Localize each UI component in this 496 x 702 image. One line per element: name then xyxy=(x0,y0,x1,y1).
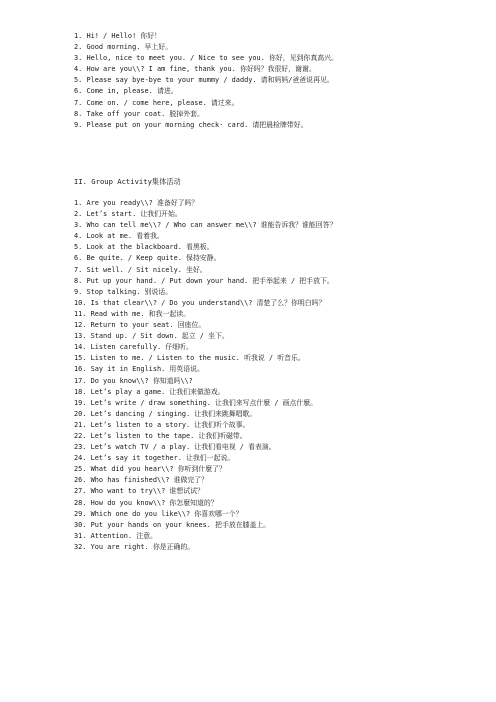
greetings-list xyxy=(74,31,484,131)
list-item: 3. Who can tell me\\? / Who can answer me\\? 谁能告诉我？谁能回答？ xyxy=(74,221,337,230)
list-item: 13. Stand up. / Sit down. 起立 / 坐下。 xyxy=(74,332,229,341)
list-item: 8. Put up your hand. / Put down your hand. 把手举起来 / 把手放下。 xyxy=(74,276,334,285)
list-item: 30. Put your hands on your knees. 把手放在膝盖上。 xyxy=(74,520,271,529)
list-item: 16. Say it in English. 用英语说。 xyxy=(74,365,204,374)
list-item: 22. Let’s listen to the tape. 让我们听磁带。 xyxy=(74,431,247,440)
list-item: 26. Who has finished\\? 谁做完了？ xyxy=(74,476,209,485)
list-item: 10. Is that clear\\? / Do you understand\\? 清楚了么？你明白吗？ xyxy=(74,298,326,307)
list-item: 6. Be quite. / Keep quite. 保持安静。 xyxy=(74,254,221,263)
list-item: 2. Good morning. 早上好。 xyxy=(74,43,173,52)
list-item: 31. Attention. 注意。 xyxy=(74,531,157,540)
list-item: 25. What did you hear\\? 你听到什麼了？ xyxy=(74,465,226,474)
list-item: 5. Look at the blackboard. 看黑板。 xyxy=(74,243,214,252)
list-item: 3. Hello, nice to meet you. / Nice to see you. 你好，见到你真高兴。 xyxy=(74,54,338,63)
list-item: 8. Take off your coat. 脱掉外套。 xyxy=(74,109,204,118)
list-item: 20. Let’s dancing / singing. 让我们来跳舞唱歌。 xyxy=(74,409,257,418)
list-item: 7. Sit well. / Sit nicely. 坐好。 xyxy=(74,265,207,274)
group-activity-list xyxy=(74,198,484,553)
list-item: 11. Read with me. 和我一起读。 xyxy=(74,309,191,318)
list-item: 4. Look at me. 看着我。 xyxy=(74,232,164,241)
list-item: 6. Come in, please. 请进。 xyxy=(74,87,178,96)
list-item: 17. Do you know\\? 你知道吗\\? xyxy=(74,376,193,385)
list-item: 27. Who want to try\\? 谁想试试？ xyxy=(74,487,204,496)
list-item: 1. Hi! / Hello! 你好！ xyxy=(74,32,162,40)
list-item: 2. Let’s start. 让我们开始。 xyxy=(74,210,182,219)
section-heading: II. Group Activity集体活动 xyxy=(74,177,181,186)
list-item: 4. How are you\\? I am fine, thank you. 你好吗？我很好，谢谢。 xyxy=(74,65,316,74)
list-item: 23. Let’s watch TV / a play. 让我们看电视 / 看表演。 xyxy=(74,443,276,452)
list-item: 15. Listen to me. / Listen to the music. 听我说 / 听音乐。 xyxy=(74,354,305,363)
list-item: 5. Please say bye-bye to your mummy / daddy. 请和妈妈/爸爸说再见。 xyxy=(74,76,334,85)
list-item: 14. Listen carefully. 仔细听。 xyxy=(74,343,193,352)
list-item: 12. Return to your seat. 回座位。 xyxy=(74,321,206,330)
list-item: 28. How do you know\\? 你怎麼知道的？ xyxy=(74,498,218,507)
list-item: 24. Let’s say it together. 让我们一起说。 xyxy=(74,454,235,463)
list-item: 19. Let’s write / draw something. 让我们来写点什麼 / 画点什麼。 xyxy=(74,398,318,407)
list-item: 32. You are right. 你是正确的。 xyxy=(74,542,195,551)
list-item: 29. Which one do you like\\? 你喜欢哪一个？ xyxy=(74,509,243,518)
list-item: 1. Are you ready\\? 准备好了吗？ xyxy=(74,199,199,207)
list-item: 18. Let’s play a game. 让我们来做游戏。 xyxy=(74,387,225,396)
list-item: 7. Come on. / come here, please. 请过来。 xyxy=(74,98,239,107)
list-item: 9. Stop talking. 别说话。 xyxy=(74,287,173,296)
list-item: 9. Please put on your morning check- card. 请把晨检牌带好。 xyxy=(74,120,308,129)
list-item: 21. Let’s listen to a story. 让我们听个故事。 xyxy=(74,420,250,429)
